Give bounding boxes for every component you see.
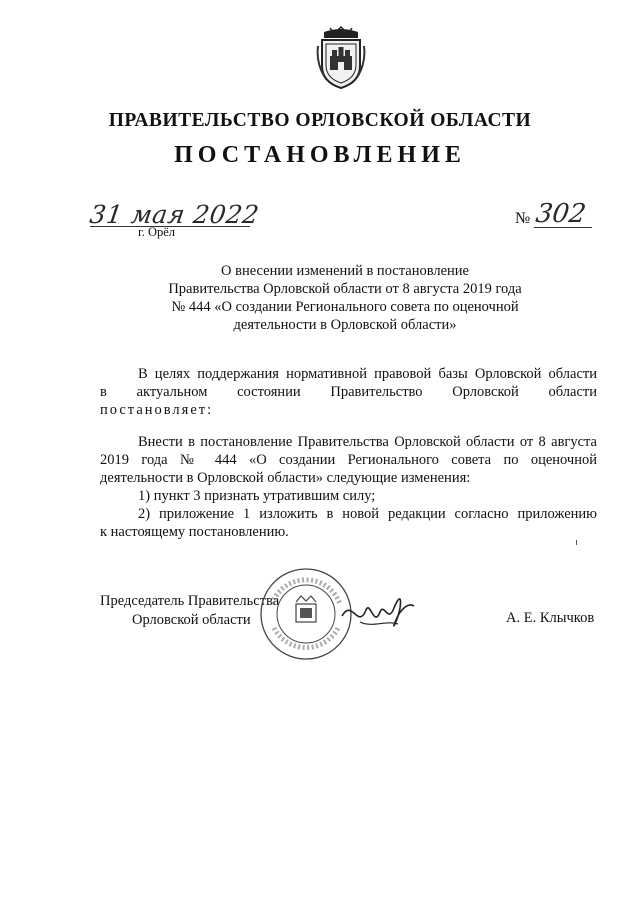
preamble-line: постановляет: xyxy=(100,402,214,418)
city-label: г. Орёл xyxy=(138,225,176,239)
coat-of-arms-emblem xyxy=(316,26,366,90)
body-line: к настоящему постановлению. xyxy=(100,524,289,540)
number-underline xyxy=(534,227,592,228)
subject-line: деятельности в Орловской области» xyxy=(233,317,457,333)
document-type-title: ПОСТАНОВЛЕНИЕ xyxy=(174,142,466,168)
resolution-body xyxy=(100,433,597,541)
preamble-paragraph xyxy=(100,365,597,419)
handwritten-date: 31 мая 2022 xyxy=(87,200,262,229)
signatory-title-line: Председатель Правительства xyxy=(100,593,280,609)
handwritten-number: 302 xyxy=(533,199,588,229)
preamble-line: В целях поддержания нормативной правовой базы Орловской области xyxy=(138,366,597,382)
preamble-line: в актуальном состоянии Правительство Орловской области xyxy=(100,384,597,400)
signatory-title xyxy=(100,592,279,630)
margin-mark xyxy=(576,540,577,545)
organization-title: ПРАВИТЕЛЬСТВО ОРЛОВСКОЙ ОБЛАСТИ xyxy=(108,110,532,131)
number-sign: № xyxy=(515,210,531,227)
body-line: 2019 года № 444 «О создании Регионального совета по оценочной xyxy=(100,452,597,468)
body-line: деятельности в Орловской области» следующие изменения: xyxy=(100,470,471,486)
body-item: 2) приложение 1 изложить в новой редакции согласно приложению xyxy=(138,506,597,522)
signatory-name: А. Е. Клычков xyxy=(506,610,595,626)
handwritten-signature xyxy=(338,584,418,644)
signatory-title-line: Орловской области xyxy=(132,612,251,628)
document-subject xyxy=(150,262,540,334)
body-item: 1) пункт 3 признать утратившим силу; xyxy=(138,488,376,504)
subject-line: О внесении изменений в постановление xyxy=(221,263,469,279)
subject-line: № 444 «О создании Регионального совета по оценочной xyxy=(171,299,519,315)
body-line: Внести в постановление Правительства Орловской области от 8 августа xyxy=(138,434,597,450)
subject-line: Правительства Орловской области от 8 августа 2019 года xyxy=(168,281,522,297)
